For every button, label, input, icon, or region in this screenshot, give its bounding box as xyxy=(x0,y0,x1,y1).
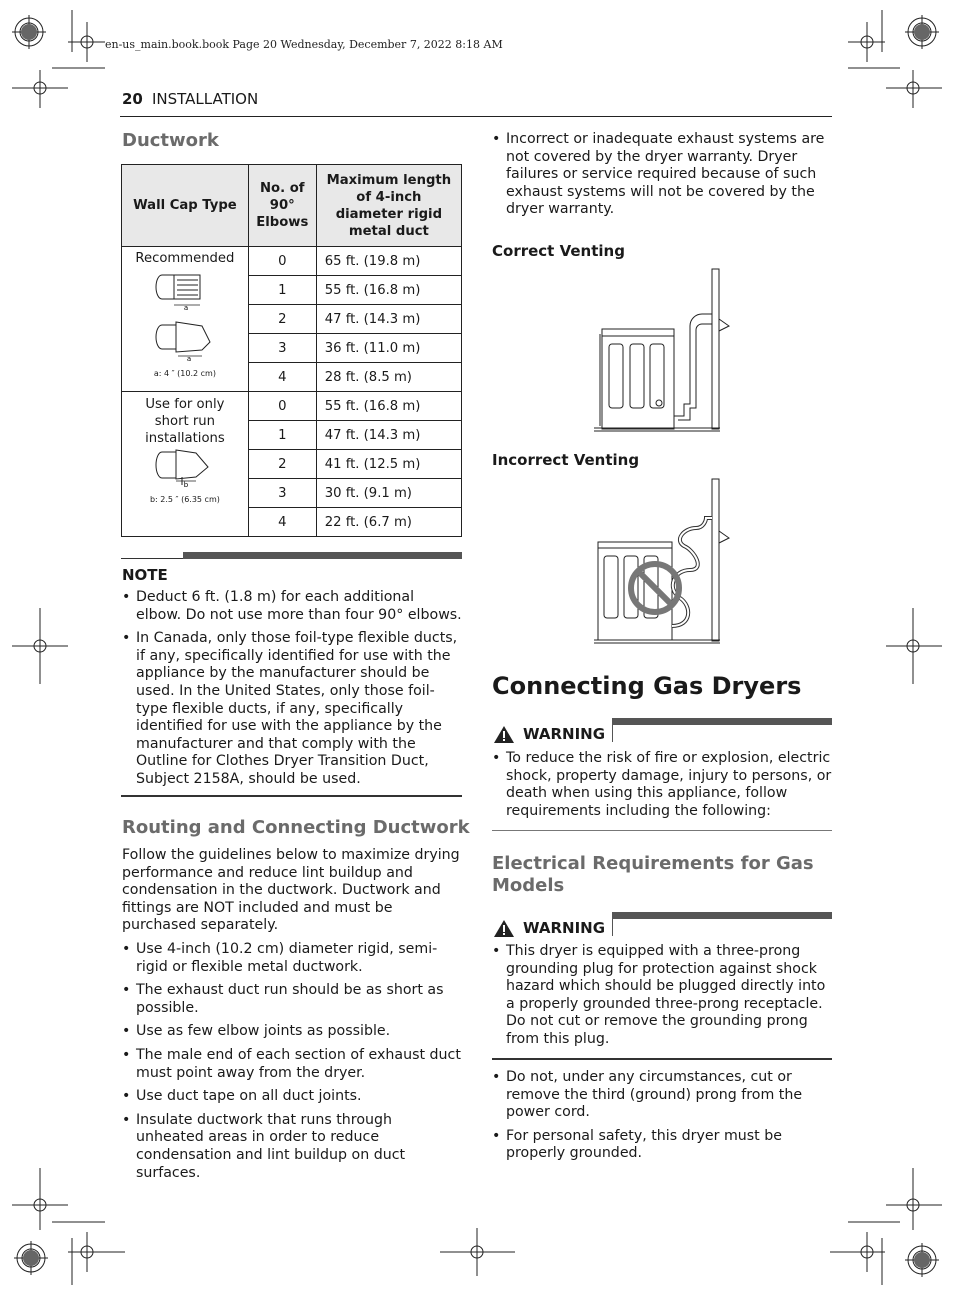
table-header-wallcap: Wall Cap Type xyxy=(122,165,249,247)
wallcap-short-run xyxy=(122,392,249,537)
wallcap-label: Use for only short run installations xyxy=(145,397,225,446)
grounding-item: • For personal safety, this dryer must be properly grounded. xyxy=(492,1128,832,1163)
table-header-elbows: No. of 90° Elbows xyxy=(248,165,316,247)
warning-icon xyxy=(493,919,515,938)
page-title: Connecting Gas Dryers xyxy=(492,672,802,700)
correct-venting-illustration xyxy=(592,266,734,434)
print-info: en-us_main.book.book Page 20 Wednesday, December 7, 2022 8:18 AM xyxy=(105,38,503,51)
length-cell: 36 ft. (11.0 m) xyxy=(316,334,461,363)
wallcap-label: Recommended xyxy=(135,251,235,266)
elbows-cell: 0 xyxy=(248,247,316,276)
ductwork-heading: Ductwork xyxy=(122,130,219,151)
warning-box xyxy=(492,912,832,1060)
incorrect-venting-label: Incorrect Venting xyxy=(492,451,640,469)
routing-item: • Use 4-inch (10.2 cm) diameter rigid, semi-rigid or flexible metal ductwork. xyxy=(122,941,462,976)
note-title: NOTE xyxy=(122,566,168,584)
warning-box xyxy=(492,718,832,831)
grounding-item: • Do not, under any circumstances, cut or remove the third (ground) prong from the power cord. xyxy=(492,1069,832,1122)
length-cell: 47 ft. (14.3 m) xyxy=(316,421,461,450)
warning-item: • To reduce the risk of fire or explosion, electric shock, property damage, injury to persons, or death when using this appliance, follow requirements including the following: xyxy=(492,750,832,820)
note-item: • In Canada, only those foil-type flexible ducts, if any, specifically identified for use with the appliance by the manufacturer should be used. In the United States, only those foil-type flexible ducts, if any, specifically identified for use with the appliance by the manufacturer and that comply with the Outline for Clothes Dryer Transition Duct, Subject 2158A, should be used. xyxy=(122,630,462,788)
warning-icon xyxy=(493,725,515,744)
routing-item: • The exhaust duct run should be as short as possible. xyxy=(122,982,462,1017)
elbows-cell: 2 xyxy=(248,450,316,479)
length-cell: 28 ft. (8.5 m) xyxy=(316,363,461,392)
length-cell: 47 ft. (14.3 m) xyxy=(316,305,461,334)
elbows-cell: 4 xyxy=(248,508,316,537)
header-rule xyxy=(120,116,832,117)
wall-cap-louvered-icon xyxy=(152,270,218,365)
length-cell: 22 ft. (6.7 m) xyxy=(316,508,461,537)
elbows-cell: 4 xyxy=(248,363,316,392)
elbows-cell: 1 xyxy=(248,421,316,450)
routing-heading: Routing and Connecting Ductwork xyxy=(122,817,470,838)
section-title: INSTALLATION xyxy=(152,90,259,108)
wallcap-recommended xyxy=(122,247,249,392)
wall-cap-hood-icon xyxy=(152,447,218,491)
routing-item: • Use duct tape on all duct joints. xyxy=(122,1088,462,1106)
incorrect-venting-illustration xyxy=(592,476,734,644)
elbows-cell: 2 xyxy=(248,305,316,334)
length-cell: 65 ft. (19.8 m) xyxy=(316,247,461,276)
note-item: • Deduct 6 ft. (1.8 m) for each additional elbow. Do not use more than four 90° elbows. xyxy=(122,589,462,624)
warranty-item: • Incorrect or inadequate exhaust systems are not covered by the dryer warranty. Dryer failures or service required because of such exhaust systems will not be covered by the dryer warranty. xyxy=(492,131,832,219)
dim-letter: b xyxy=(183,481,189,489)
length-cell: 30 ft. (9.1 m) xyxy=(316,479,461,508)
elbows-cell: 0 xyxy=(248,392,316,421)
length-cell: 55 ft. (16.8 m) xyxy=(316,392,461,421)
dim-letter: a xyxy=(186,355,192,363)
elbows-cell: 3 xyxy=(248,334,316,363)
dim-letter: a xyxy=(183,304,189,312)
length-cell: 41 ft. (12.5 m) xyxy=(316,450,461,479)
length-cell: 55 ft. (16.8 m) xyxy=(316,276,461,305)
elbows-cell: 3 xyxy=(248,479,316,508)
ductwork-table xyxy=(121,164,462,537)
routing-intro: Follow the guidelines below to maximize drying performance and reduce lint buildup and condensation in the ductwork. Ductwork and fittings are NOT included and must be purchased separately. xyxy=(122,847,460,934)
table-header-length: Maximum length of 4-inch diameter rigid metal duct xyxy=(316,165,461,247)
routing-item: • Use as few elbow joints as possible. xyxy=(122,1023,462,1041)
routing-item: • Insulate ductwork that runs through unheated areas in order to reduce condensation and lint buildup on duct surfaces. xyxy=(122,1112,462,1182)
electrical-heading: Electrical Requirements for Gas Models xyxy=(492,853,814,896)
correct-venting-label: Correct Venting xyxy=(492,242,625,260)
routing-item: • The male end of each section of exhaust duct must point away from the dryer. xyxy=(122,1047,462,1082)
page-number: 20 xyxy=(122,90,143,108)
warning-title: WARNING xyxy=(523,725,606,743)
dimension-note: a: 4 ″ (10.2 cm) xyxy=(153,369,216,378)
warning-title: WARNING xyxy=(523,919,606,937)
note-box xyxy=(121,552,462,797)
dimension-note: b: 2.5 ″ (6.35 cm) xyxy=(149,495,220,504)
warning-item: • This dryer is equipped with a three-prong grounding plug for protection against shock hazard which should be plugged directly into a properly grounded three-prong receptacle. Do not cut or remove the grounding prong from this plug. xyxy=(492,943,832,1049)
elbows-cell: 1 xyxy=(248,276,316,305)
